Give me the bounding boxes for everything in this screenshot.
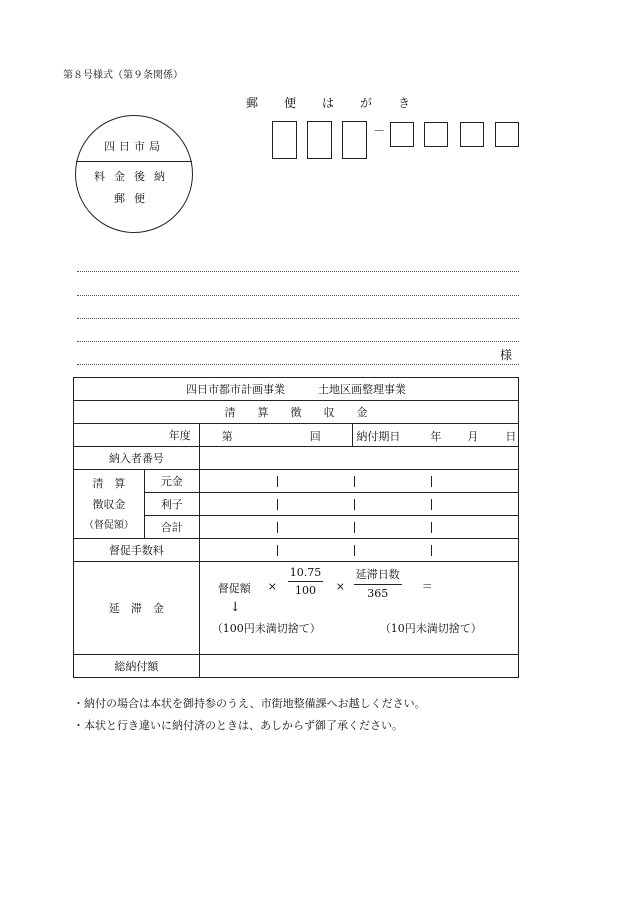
note-line: ・本状と行き違いに納付済のときは、あしからず御了承ください。: [73, 719, 403, 732]
settlement-group-label: [74, 470, 145, 539]
postcard-title-char: は: [322, 96, 335, 110]
deadline-label: 納付期日: [356, 430, 401, 443]
formula-base: 督促額: [217, 582, 251, 595]
postage-paid-stamp: [75, 115, 193, 233]
digit-separator: [431, 522, 432, 533]
rate-numerator: 10.75: [288, 566, 324, 582]
stamp-line3: 郵便: [114, 192, 154, 205]
zip-box[interactable]: [495, 122, 519, 147]
digit-separator: [354, 545, 355, 556]
address-line[interactable]: [77, 318, 519, 319]
reminder-fee-label: 督促手数料: [74, 539, 200, 562]
zip-box[interactable]: [460, 122, 484, 147]
digit-separator: [354, 476, 355, 487]
arrow-down-icon: ↓: [229, 600, 241, 615]
zip-box[interactable]: [307, 121, 332, 159]
address-line[interactable]: [77, 271, 519, 272]
number-prefix: 第: [221, 430, 233, 443]
total-amount[interactable]: [199, 516, 518, 539]
group-label-1: 清 算: [92, 476, 126, 490]
principal-amount[interactable]: [199, 470, 518, 493]
digit-separator: [354, 522, 355, 533]
year-unit: 年: [430, 430, 442, 443]
deadline-cell[interactable]: [353, 424, 519, 447]
stamp-office: 四日市局: [104, 140, 164, 153]
stamp-line2: 料金後納: [94, 170, 174, 183]
form-number: 第８号様式（第９条関係）: [63, 70, 183, 81]
number-suffix: 回: [309, 430, 321, 443]
round-note-100: （100円未満切捨て）: [211, 622, 321, 635]
interest-amount[interactable]: [199, 493, 518, 516]
project-title: 四日市都市計画事業 土地区画整理事業: [74, 378, 519, 401]
postcard-title-char: 郵: [246, 96, 259, 110]
late-fee-label: 延 滞 金: [74, 562, 200, 655]
payer-number-label: 納入者番号: [74, 447, 200, 470]
reminder-fee-amount[interactable]: [199, 539, 518, 562]
zip-box[interactable]: [272, 121, 297, 159]
days-denominator: 365: [367, 587, 389, 600]
zip-box[interactable]: [424, 122, 448, 147]
interest-label: 利子: [144, 493, 199, 516]
address-line[interactable]: [77, 364, 519, 365]
rate-fraction: [288, 566, 324, 597]
rate-denominator: 100: [295, 584, 317, 597]
total-label: 合計: [144, 516, 199, 539]
times-sign: ×: [335, 580, 345, 593]
group-label-3: （督促額）: [83, 519, 134, 531]
postcard-title: [246, 94, 436, 111]
digit-separator: [431, 545, 432, 556]
equals-sign: ＝: [421, 580, 433, 593]
group-label-2: 徴収金: [92, 497, 126, 511]
digit-separator: [277, 476, 278, 487]
postcard-title-char: が: [360, 96, 373, 110]
zip-box[interactable]: [342, 121, 367, 159]
stamp-divider: [76, 161, 192, 162]
address-line[interactable]: [77, 341, 519, 342]
times-sign: ×: [267, 580, 277, 593]
zip-box[interactable]: [390, 122, 414, 147]
postcard-title-char: き: [398, 96, 411, 110]
days-fraction: [354, 566, 402, 600]
honorific-sama: 様: [500, 348, 513, 362]
year-label: 年度: [74, 424, 200, 447]
address-line[interactable]: [77, 295, 519, 296]
postcard-title-char: 便: [284, 96, 297, 110]
installment-number-cell[interactable]: [199, 424, 353, 447]
total-payment-label: 総納付額: [74, 655, 200, 678]
round-note-10: （10円未満切捨て）: [379, 622, 482, 635]
principal-label: 元金: [144, 470, 199, 493]
digit-separator: [277, 522, 278, 533]
days-numerator: 延滞日数: [354, 566, 402, 585]
note-line: ・納付の場合は本状を御持参のうえ、市街地整備課へお越しください。: [73, 697, 426, 710]
digit-separator: [431, 499, 432, 510]
total-payment-amount[interactable]: [199, 655, 518, 678]
payer-number-value[interactable]: [199, 447, 518, 470]
digit-separator: [277, 545, 278, 556]
collection-title: 清 算 徴 収 金: [74, 401, 519, 424]
late-fee-formula[interactable]: [199, 562, 518, 655]
digit-separator: [431, 476, 432, 487]
digit-separator: [277, 499, 278, 510]
collection-notice-table: [73, 377, 519, 678]
zip-dash: －: [373, 124, 386, 138]
month-unit: 月: [467, 430, 479, 443]
digit-separator: [354, 499, 355, 510]
day-unit: 日: [505, 430, 517, 443]
